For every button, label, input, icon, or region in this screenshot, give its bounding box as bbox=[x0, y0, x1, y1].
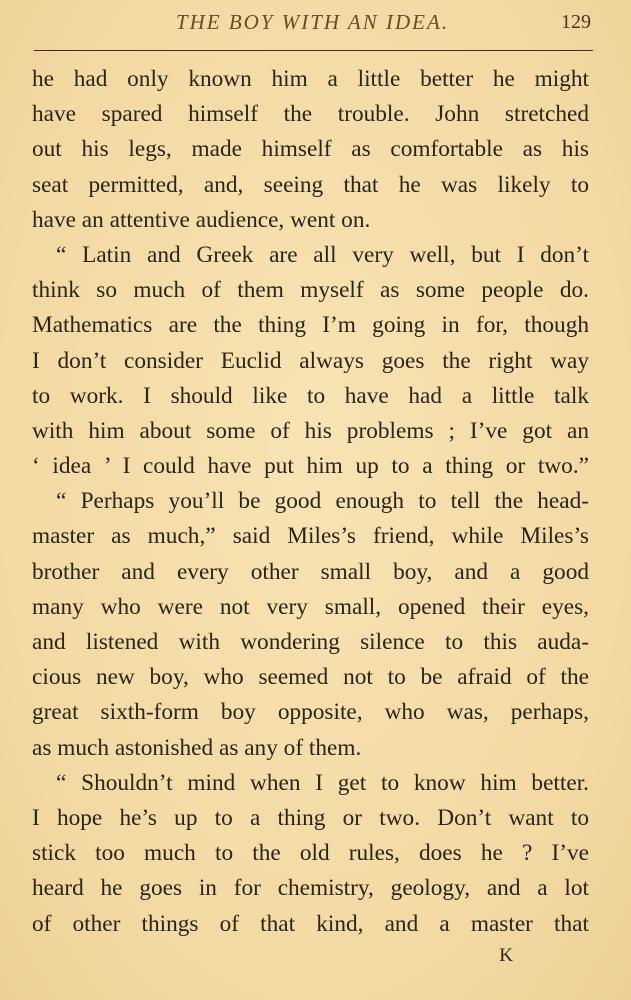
text-line: as much astonished as any of them. bbox=[32, 734, 362, 761]
text-line: “ Latin and Greek are all very well, but I don’t bbox=[56, 241, 589, 268]
text-line: he had only known him a little better he might bbox=[32, 66, 589, 92]
text-line: I don’t consider Euclid always goes the right way bbox=[32, 347, 589, 374]
signature-mark: K bbox=[499, 945, 513, 966]
text-line: seat permitted, and, seeing that he was likely to bbox=[32, 171, 589, 198]
text-line: have spared himself the trouble. John stretched bbox=[32, 101, 589, 128]
running-title: THE BOY WITH AN IDEA. bbox=[175, 10, 450, 34]
text-line: heard he goes in for chemistry, geology, and a lot bbox=[32, 875, 589, 902]
text-line: great sixth-form boy opposite, who was, perhaps, bbox=[32, 699, 589, 726]
text-line: brother and every other small boy, and a good bbox=[32, 558, 589, 585]
body-text bbox=[32, 62, 589, 942]
page-number: 129 bbox=[561, 11, 591, 33]
text-line: I hope he’s up to a thing or two. Don’t want to bbox=[32, 804, 589, 831]
header-rule bbox=[34, 50, 593, 51]
text-line: and listened with wondering silence to this auda- bbox=[32, 629, 589, 655]
text-line: many who were not very small, opened their eyes, bbox=[32, 593, 589, 620]
text-line: out his legs, made himself as comfortable as his bbox=[32, 136, 589, 163]
text-line: stick too much to the old rules, does he ? I’ve bbox=[32, 840, 589, 867]
running-head bbox=[34, 10, 591, 42]
text-line: with him about some of his problems ; I’ve got an bbox=[32, 417, 589, 444]
text-line: think so much of them myself as some people do. bbox=[32, 277, 589, 304]
text-line: have an attentive audience, went on. bbox=[32, 206, 371, 233]
text-line: ‘ idea ’ I could have put him up to a thing or two.” bbox=[32, 453, 589, 480]
text-line: master as much,” said Miles’s friend, while Miles’s bbox=[32, 523, 589, 550]
text-line: “ Shouldn’t mind when I get to know him better. bbox=[56, 769, 589, 796]
text-line: to work. I should like to have had a little talk bbox=[32, 382, 589, 409]
text-line: Mathematics are the thing I’m going in for, though bbox=[32, 312, 589, 339]
text-line: cious new boy, who seemed not to be afraid of the bbox=[32, 664, 589, 691]
text-line: of other things of that kind, and a master that bbox=[32, 910, 589, 937]
text-line: “ Perhaps you’ll be good enough to tell the head- bbox=[56, 488, 589, 515]
